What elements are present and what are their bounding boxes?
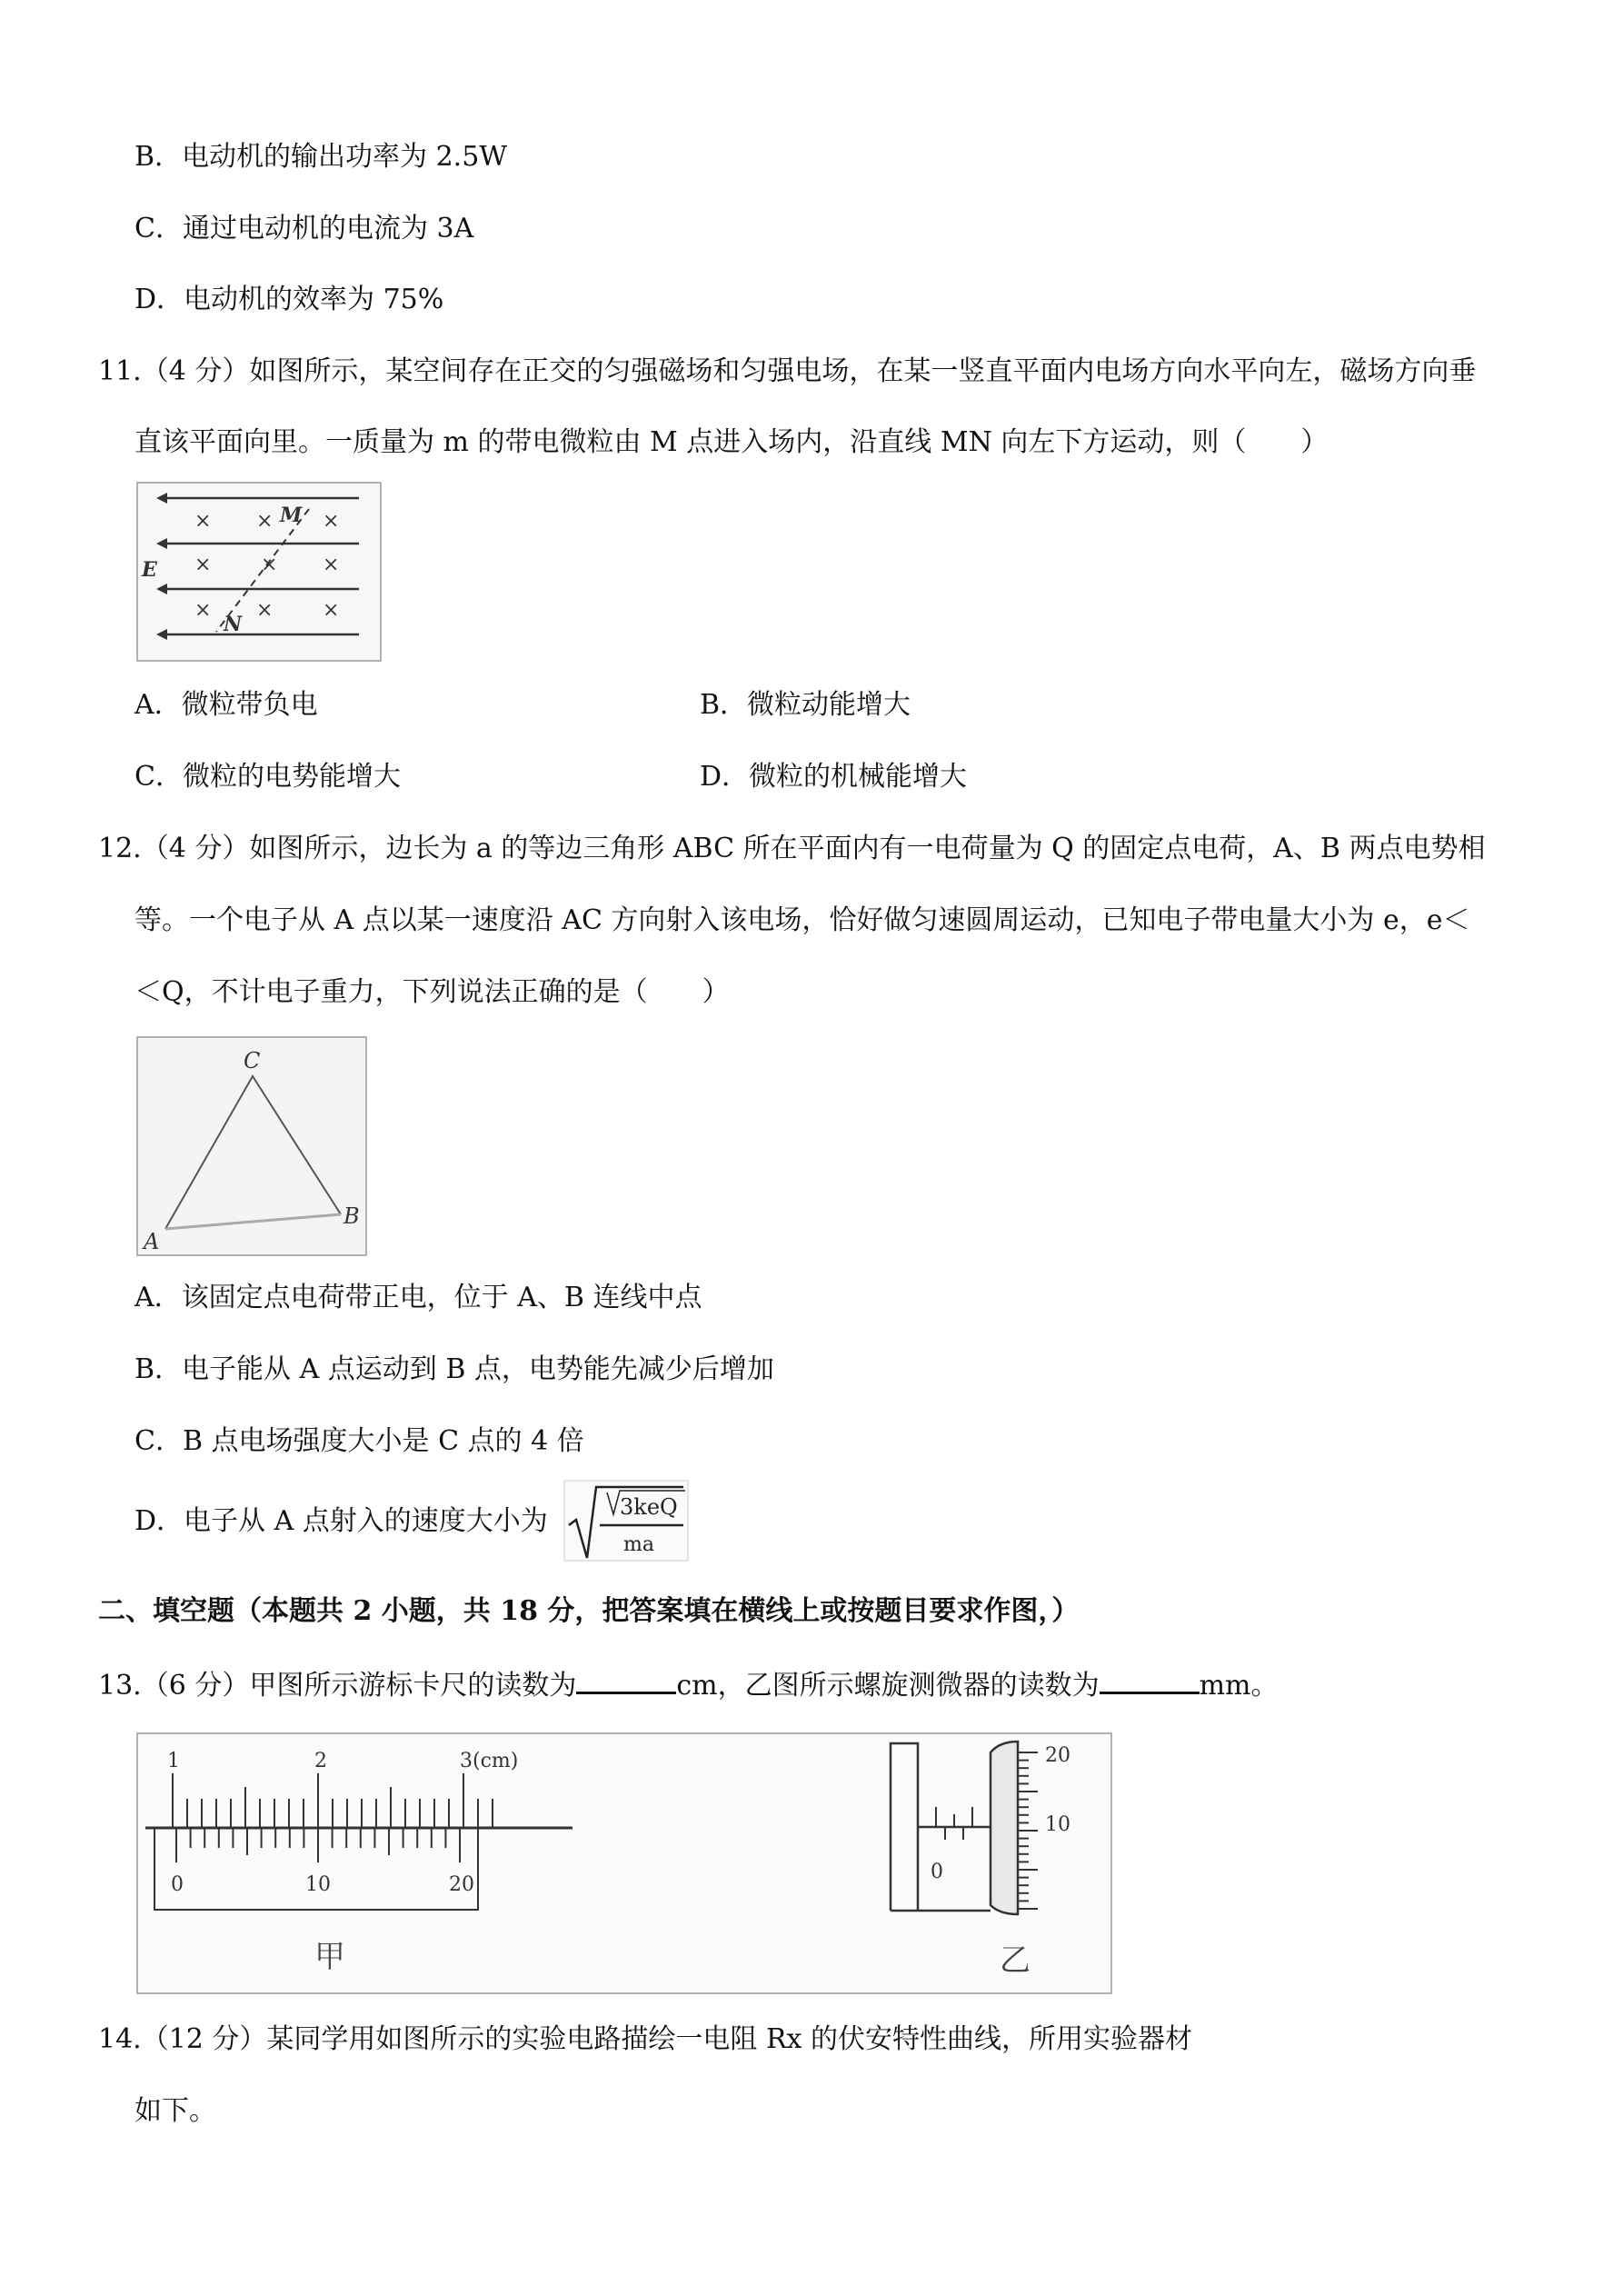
- q10-option-d: D．电动机的效率为 75%: [134, 284, 444, 315]
- q11-cross: ×: [256, 510, 274, 533]
- heading-count: 2: [353, 1595, 373, 1627]
- q10-option-c: C．通过电动机的电流为 3A: [134, 213, 474, 245]
- vernier-scale-label: 10: [305, 1873, 331, 1896]
- q11-cross: ×: [194, 599, 212, 622]
- q12-stem-line2: 等。一个电子从 A 点以某一速度沿 AC 方向射入该电场，恰好做匀速圆周运动，已知电子带电量大小为 e，e＜: [134, 904, 1470, 936]
- label-c: C: [244, 1048, 261, 1073]
- answer-blank-caliper[interactable]: [576, 1666, 676, 1694]
- main-scale-label: 1: [167, 1750, 180, 1772]
- thimble-label: 10: [1045, 1813, 1070, 1836]
- caption-a: 甲: [314, 1939, 345, 1975]
- q11-option-a: A．微粒带负电: [134, 689, 318, 721]
- q11-option-c: C．微粒的电势能增大: [134, 761, 401, 793]
- section-2-heading: [98, 1593, 1079, 1630]
- q13-stem: [98, 1666, 1279, 1704]
- heading-part: 分，把答案填在横线上或按题目要求作图，）: [537, 1595, 1080, 1627]
- formula-denominator: ma: [623, 1533, 654, 1556]
- q13-instruments-figure: [136, 1732, 1114, 1996]
- q11-stem-line1: 11.（4 分）如图所示，某空间存在正交的匀强磁场和匀强电场，在某一竖直平面内电场方向水平向左，磁场方向垂: [98, 355, 1477, 387]
- q13-text: 13.（6 分）甲图所示游标卡尺的读数为: [98, 1670, 577, 1702]
- q11-field-figure: [136, 482, 383, 664]
- caption-b: 乙: [1000, 1942, 1031, 1979]
- label-e: E: [142, 558, 157, 582]
- formula-numerator: 3keQ: [620, 1494, 678, 1520]
- sleeve-label: 0: [931, 1861, 943, 1883]
- heading-score: 18: [500, 1595, 538, 1627]
- q11-cross: ×: [261, 554, 278, 576]
- q14-stem-line1: 14.（12 分）某同学用如图所示的实验电路描绘一电阻 Rx 的伏安特性曲线，所用实验器材: [98, 2023, 1192, 2055]
- q11-cross: ×: [256, 599, 274, 622]
- label-m: M: [280, 504, 303, 527]
- q12-option-d: D．电子从 A 点射入的速度大小为: [134, 1505, 548, 1537]
- q11-cross: ×: [323, 599, 340, 622]
- q14-stem-line2: 如下。: [134, 2095, 216, 2127]
- label-b: B: [344, 1203, 360, 1229]
- q12-option-b: B．电子能从 A 点运动到 B 点，电势能先减少后增加: [134, 1353, 774, 1385]
- label-a: A: [144, 1229, 160, 1254]
- q13-text: cm，乙图所示螺旋测微器的读数为: [676, 1670, 1100, 1702]
- heading-part: 二、填空题（本题共: [98, 1595, 353, 1627]
- q11-cross: ×: [323, 554, 340, 576]
- q11-cross: ×: [194, 510, 212, 533]
- q12-option-a: A．该固定点电荷带正电，位于 A、B 连线中点: [134, 1282, 702, 1313]
- q10-option-b: B．电动机的输出功率为 2.5W: [134, 141, 508, 173]
- q11-stem-line2: 直该平面向里。一质量为 m 的带电微粒由 M 点进入场内，沿直线 MN 向左下方运动，则（ ）: [134, 426, 1329, 458]
- vernier-scale-label: 20: [449, 1873, 474, 1896]
- q12-stem-line1: 12.（4 分）如图所示，边长为 a 的等边三角形 ABC 所在平面内有一电荷量为 Q 的固定点电荷，A、B 两点电势相: [98, 833, 1486, 864]
- q12-velocity-formula: [563, 1480, 691, 1563]
- q12-stem-line3: ＜Q，不计电子重力，下列说法正确的是（ ）: [134, 976, 730, 1008]
- heading-part: 小题，共: [372, 1595, 501, 1627]
- q11-cross: ×: [194, 554, 212, 576]
- main-scale-label: 3(cm): [460, 1750, 519, 1772]
- thimble-label: 20: [1045, 1744, 1070, 1767]
- q13-text: mm。: [1199, 1670, 1279, 1702]
- q11-option-b: B．微粒动能增大: [700, 689, 911, 721]
- main-scale-label: 2: [314, 1750, 327, 1772]
- q11-option-d: D．微粒的机械能增大: [700, 761, 968, 793]
- vernier-scale-label: 0: [171, 1873, 184, 1896]
- q12-option-c: C．B 点电场强度大小是 C 点的 4 倍: [134, 1425, 584, 1457]
- label-n: N: [224, 613, 243, 636]
- answer-blank-micrometer[interactable]: [1100, 1666, 1200, 1694]
- q12-triangle-figure: [136, 1036, 369, 1258]
- q11-cross: ×: [323, 510, 340, 533]
